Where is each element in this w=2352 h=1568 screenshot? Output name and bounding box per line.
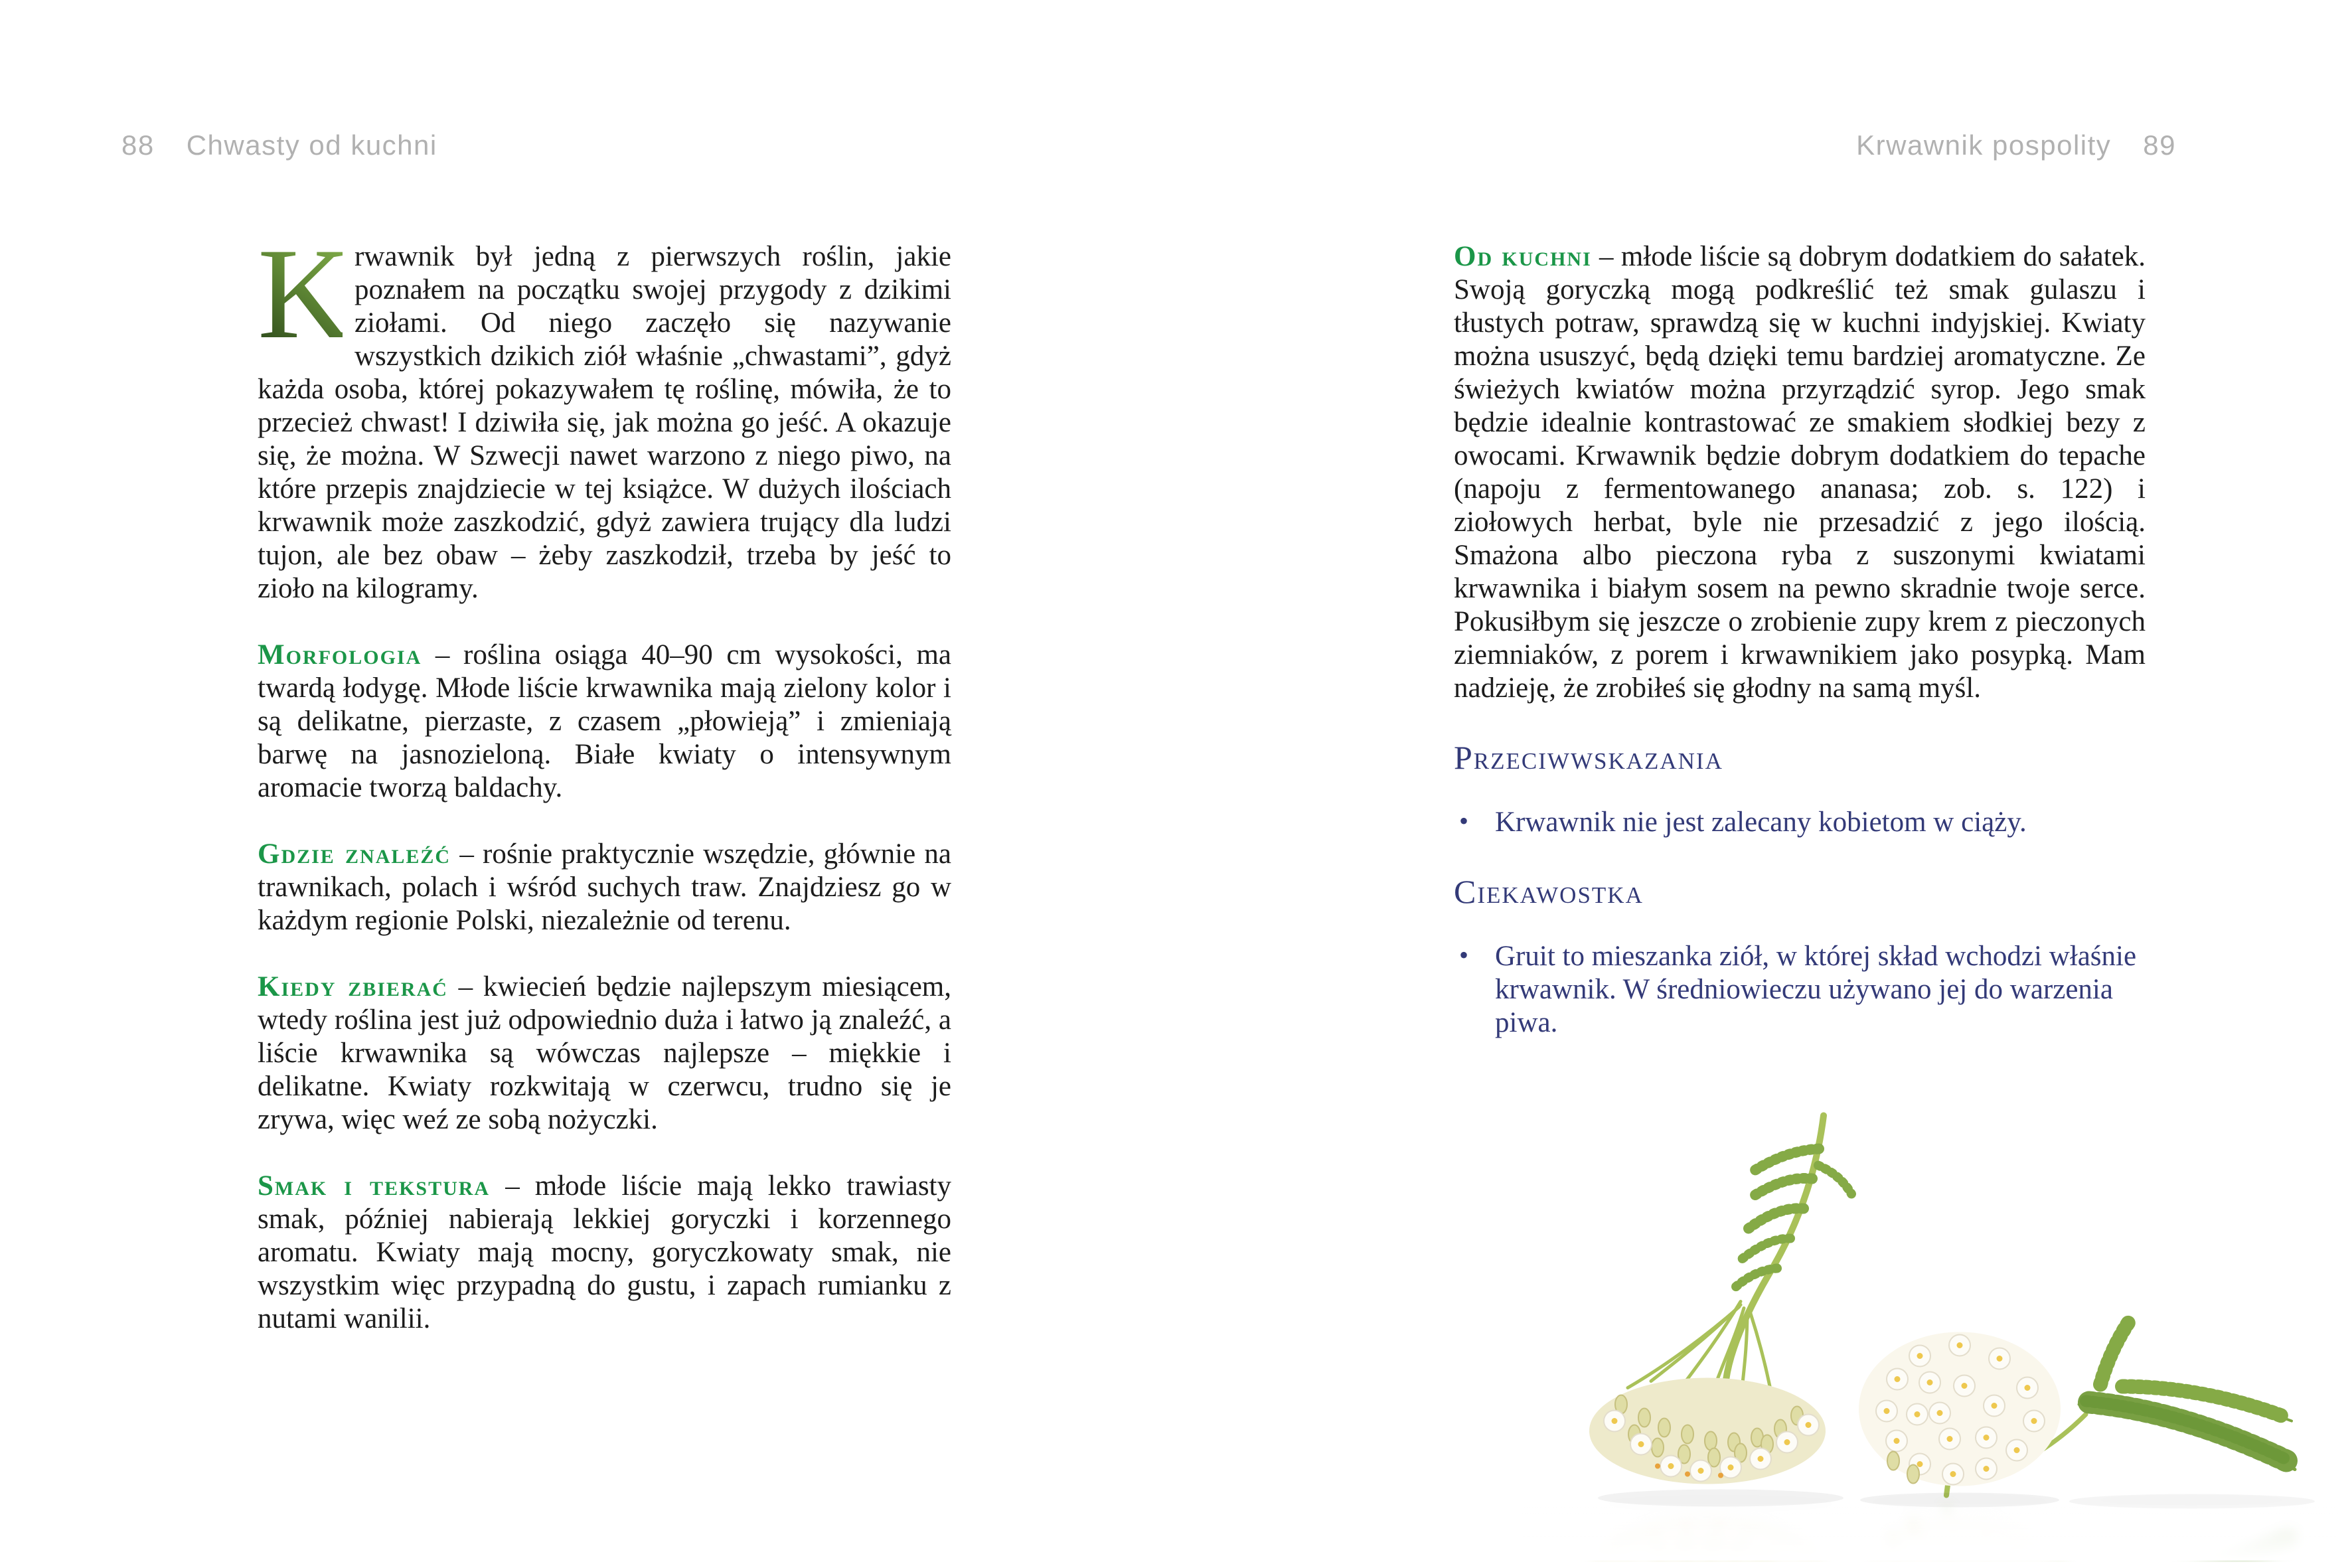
- list-item: • Gruit to mieszanka ziół, w której skład wchodzi właśnie krwawnik. W średniowieczu używano jej do warzenia piwa.: [1495, 940, 2146, 1040]
- intro-paragraph: [258, 222, 951, 605]
- intro-text: rwawnik był jedną z pierwszych roślin, jakie poznałem na początku swojej przygody z dzikimi ziołami. Od niego zaczęło się nazywanie wszystkich dzikich ziół właśnie „chwastami”, gdyż każda osoba, której pokazywałem tę roślinę, mówiła, że to przecież chwast! I dziwiła się, jak można go jeść. A okazuje się, że można. W Szwecji nawet warzono z niego piwo, na które przepis znajdziecie w tej książce. W dużych ilościach krwawnik może zaszkodzić, gdyż zawiera trujący dla ludzi tujon, ale bez obaw – żeby zaszkodził, trzeba by jeść to zioło na kilogramy.: [258, 241, 951, 604]
- running-header-right: [1856, 130, 2176, 161]
- running-header-left: [121, 130, 437, 161]
- heading-ciekawostka: Ciekawostka: [1454, 873, 1644, 910]
- heading-przeciwwskazania: Przeciwwskazania: [1454, 739, 1723, 776]
- section-text-morfologia: – roślina osiąga 40–90 cm wysokości, ma twardą łodygę. Młode liście krwawnika mają zielony kolor i są delikatne, pierzaste, z czasem „płowieją” i zmieniają barwę na jasnozieloną. Białe kwiaty o intensywnym aromacie tworzą baldachy.: [258, 639, 951, 803]
- section-od-kuchni: [1454, 240, 2146, 705]
- section-text-kiedy-zbierac: – kwiecień będzie najlepszym miesiącem, wtedy roślina jest już odpowiednio duża i łatwo ją znaleźć, a liście krwawnika są wówczas najlepsze – miękkie i delikatne. Kwiaty rozkwitają w czerwcu, trudno się je zrywa, więc weź ze sobą nożyczki.: [258, 971, 951, 1135]
- yarrow-photo-svg: [1522, 1101, 2338, 1562]
- section-heading-gdzie-znalezc: Gdzie znaleźć: [258, 838, 451, 870]
- section-heading-morfologia: Morfologia: [258, 639, 422, 670]
- running-title-right: Krwawnik pospolity: [1856, 129, 2112, 161]
- section-text-smak-i-tekstura: – młode liście mają lekko trawiasty smak, później nabierają lekkiej goryczki i korzennego aromatu. Kwiaty mają mocny, goryczkowaty smak, nie wszystkim więc przypadną do gustu, i zapach rumianku z nutami wanilii.: [258, 1170, 951, 1334]
- section-kiedy-zbierac: [258, 971, 951, 1137]
- section-text-od-kuchni: – młode liście są dobrym dodatkiem do sałatek. Swoją goryczką mogą podkreślić też smak gulaszu i tłustych potraw, sprawdzą się w kuchni indyjskiej. Kwiaty można ususzyć, będą dzięki temu bardziej aromatyczne. Ze świeżych kwiatów można przyrządzić syrop. Jego smak będzie idealnie kontrastować ze smakiem słodkiej bezy z owocami. Krwawnik będzie dobrym dodatkiem do tepache (napoju z fermentowanego ananasa; zob. s. 122) i ziołowych herbat, byle nie przesadzić z jego ilością. Smażona albo pieczona ryba z suszonymi kwiatami krwawnika i białym sosem na pewno skradnie twoje serce. Pokusiłbym się jeszcze o zrobienie zupy krem z pieczonych ziemniaków, z porem i krwawnikiem jako posypką. Mam nadzieję, że zrobiłeś się głodny na samą myśl.: [1454, 241, 2146, 704]
- yarrow-photo: [1522, 1101, 2338, 1562]
- section-gdzie-znalezc: [258, 838, 951, 937]
- section-heading-smak-i-tekstura: Smak i tekstura: [258, 1170, 491, 1202]
- section-morfologia: [258, 639, 951, 805]
- running-title-left: Chwasty od kuchni: [186, 129, 437, 161]
- page-number-left: 88: [121, 129, 155, 161]
- dropcap-letter: K: [258, 222, 352, 366]
- ciekawostka-list: [1454, 940, 2146, 1040]
- right-page-text-column: [1454, 240, 2146, 1040]
- section-smak-i-tekstura: [258, 1170, 951, 1336]
- page-number-right: 89: [2143, 129, 2176, 161]
- left-page-text-column: [258, 222, 952, 1336]
- section-heading-od-kuchni: Od kuchni: [1454, 241, 1592, 272]
- section-text-gdzie-znalezc: – rośnie praktycznie wszędzie, głównie na trawnikach, polach i wśród suchych traw. Znajdziesz go w każdym regionie Polski, niezależnie od terenu.: [258, 838, 952, 936]
- section-heading-kiedy-zbierac: Kiedy zbierać: [258, 971, 448, 1002]
- list-item: • Krwawnik nie jest zalecany kobietom w ciąży.: [1495, 806, 2146, 839]
- przeciwwskazania-list: [1454, 806, 2146, 839]
